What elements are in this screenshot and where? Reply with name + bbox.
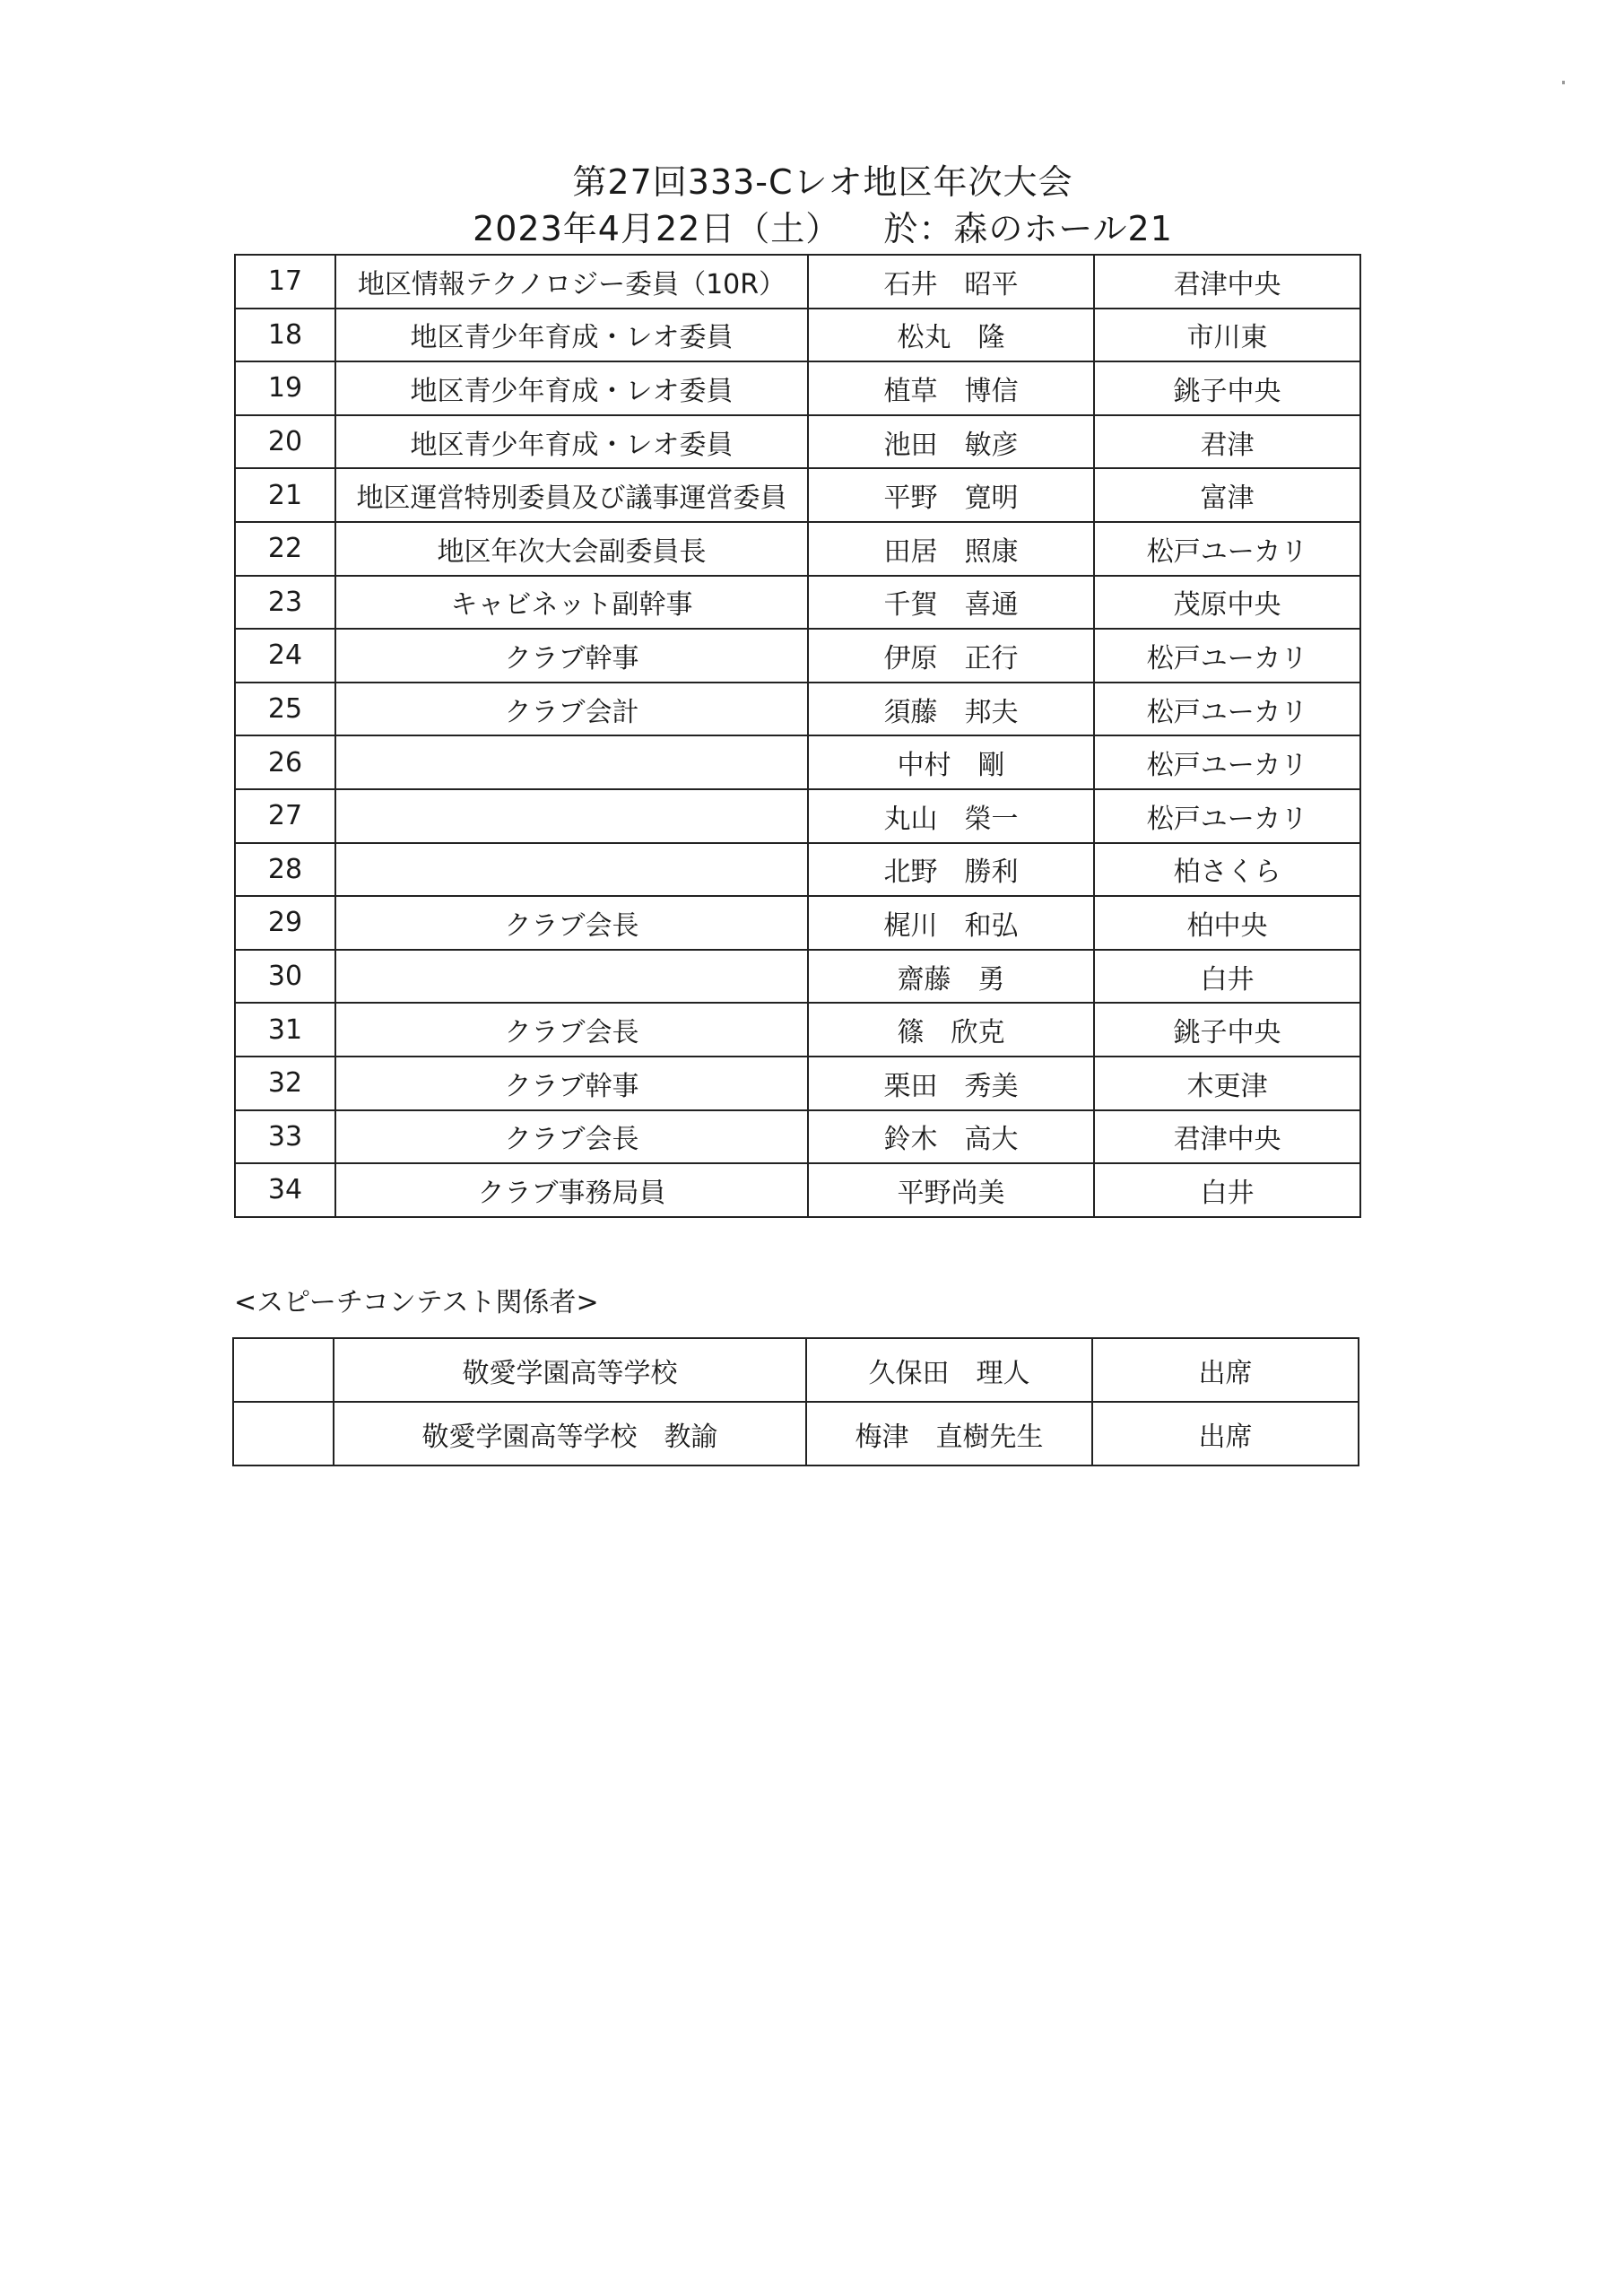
club-cell: 銚子中央 (1094, 1003, 1360, 1057)
club-cell: 柏さくら (1094, 843, 1360, 897)
name-cell: 梶川 和弘 (808, 896, 1094, 950)
row-number-cell: 20 (235, 415, 335, 469)
role-cell (335, 789, 808, 843)
role-cell: クラブ会計 (335, 683, 808, 736)
table-row (235, 789, 1360, 843)
name-cell: 田居 照康 (808, 522, 1094, 576)
name-cell: 須藤 邦夫 (808, 683, 1094, 736)
page-subtitle (11, 206, 1624, 251)
table-row (235, 896, 1360, 950)
row-number-cell: 31 (235, 1003, 335, 1057)
club-cell: 松戸ユーカリ (1094, 683, 1360, 736)
event-venue: 於：森のホール21 (883, 209, 1173, 248)
table-row (235, 309, 1360, 362)
club-cell: 松戸ユーカリ (1094, 522, 1360, 576)
row-number-cell: 19 (235, 361, 335, 415)
role-cell: 地区情報テクノロジー委員（10R） (335, 255, 808, 309)
name-cell: 久保田 理人 (806, 1338, 1092, 1402)
row-number-cell: 29 (235, 896, 335, 950)
row-number-cell: 33 (235, 1110, 335, 1164)
row-number-cell (233, 1338, 334, 1402)
name-cell: 梅津 直樹先生 (806, 1402, 1092, 1465)
speech-contest-table-body (233, 1338, 1359, 1465)
club-cell: 君津中央 (1094, 255, 1360, 309)
name-cell: 篠 欣克 (808, 1003, 1094, 1057)
row-number-cell: 27 (235, 789, 335, 843)
club-cell: 茂原中央 (1094, 576, 1360, 630)
page-title: 第27回333-Cレオ地区年次大会 (572, 162, 1073, 202)
role-cell: 地区青少年育成・レオ委員 (335, 415, 808, 469)
role-cell: クラブ会長 (335, 1003, 808, 1057)
row-number-cell: 25 (235, 683, 335, 736)
row-number-cell: 26 (235, 735, 335, 789)
scan-speck (1562, 81, 1565, 84)
role-cell: 地区運営特別委員及び議事運営委員 (335, 468, 808, 522)
role-cell (335, 735, 808, 789)
organization-cell: 敬愛学園高等学校 (334, 1338, 806, 1402)
name-cell: 齋藤 勇 (808, 950, 1094, 1004)
name-cell: 平野尚美 (808, 1163, 1094, 1217)
table-row (233, 1338, 1359, 1402)
organization-cell: 敬愛学園高等学校 教諭 (334, 1402, 806, 1465)
name-cell: 松丸 隆 (808, 309, 1094, 362)
name-cell: 平野 寛明 (808, 468, 1094, 522)
status-cell: 出席 (1092, 1338, 1359, 1402)
role-cell: クラブ事務局員 (335, 1163, 808, 1217)
name-cell: 千賀 喜通 (808, 576, 1094, 630)
name-cell: 伊原 正行 (808, 629, 1094, 683)
table-row (235, 1003, 1360, 1057)
name-cell: 植草 博信 (808, 361, 1094, 415)
table-row (233, 1402, 1359, 1465)
club-cell: 松戸ユーカリ (1094, 735, 1360, 789)
table-row (235, 255, 1360, 309)
row-number-cell: 22 (235, 522, 335, 576)
table-row (235, 468, 1360, 522)
club-cell: 木更津 (1094, 1057, 1360, 1110)
table-row (235, 361, 1360, 415)
role-cell: クラブ会長 (335, 896, 808, 950)
name-cell: 丸山 榮一 (808, 789, 1094, 843)
table-row (235, 843, 1360, 897)
row-number-cell: 21 (235, 468, 335, 522)
speech-contest-table (232, 1337, 1359, 1466)
row-number-cell: 34 (235, 1163, 335, 1217)
table-row (235, 576, 1360, 630)
table-row (235, 1110, 1360, 1164)
role-cell: クラブ幹事 (335, 1057, 808, 1110)
club-cell: 市川東 (1094, 309, 1360, 362)
role-cell: クラブ会長 (335, 1110, 808, 1164)
row-number-cell: 18 (235, 309, 335, 362)
club-cell: 銚子中央 (1094, 361, 1360, 415)
club-cell: 松戸ユーカリ (1094, 789, 1360, 843)
table-row (235, 629, 1360, 683)
role-cell: クラブ幹事 (335, 629, 808, 683)
event-date: 2023年4月22日（土） (473, 209, 841, 248)
speech-contest-label: <スピーチコンテスト関係者> (234, 1287, 599, 1318)
role-cell: 地区年次大会副委員長 (335, 522, 808, 576)
club-cell: 富津 (1094, 468, 1360, 522)
club-cell: 君津 (1094, 415, 1360, 469)
role-cell (335, 843, 808, 897)
table-row (235, 522, 1360, 576)
attendee-table (234, 254, 1361, 1218)
club-cell: 君津中央 (1094, 1110, 1360, 1164)
club-cell: 柏中央 (1094, 896, 1360, 950)
attendee-table-body (235, 255, 1360, 1217)
name-cell: 栗田 秀美 (808, 1057, 1094, 1110)
club-cell: 白井 (1094, 1163, 1360, 1217)
row-number-cell: 23 (235, 576, 335, 630)
club-cell: 松戸ユーカリ (1094, 629, 1360, 683)
name-cell: 北野 勝利 (808, 843, 1094, 897)
status-cell: 出席 (1092, 1402, 1359, 1465)
table-row (235, 1057, 1360, 1110)
role-cell (335, 950, 808, 1004)
row-number-cell: 17 (235, 255, 335, 309)
row-number-cell (233, 1402, 334, 1465)
row-number-cell: 32 (235, 1057, 335, 1110)
row-number-cell: 28 (235, 843, 335, 897)
name-cell: 池田 敏彦 (808, 415, 1094, 469)
row-number-cell: 24 (235, 629, 335, 683)
name-cell: 鈴木 高大 (808, 1110, 1094, 1164)
table-row (235, 683, 1360, 736)
table-row (235, 735, 1360, 789)
table-row (235, 415, 1360, 469)
role-cell: キャビネット副幹事 (335, 576, 808, 630)
table-row (235, 950, 1360, 1004)
role-cell: 地区青少年育成・レオ委員 (335, 361, 808, 415)
name-cell: 中村 剛 (808, 735, 1094, 789)
table-row (235, 1163, 1360, 1217)
club-cell: 白井 (1094, 950, 1360, 1004)
name-cell: 石井 昭平 (808, 255, 1094, 309)
row-number-cell: 30 (235, 950, 335, 1004)
role-cell: 地区青少年育成・レオ委員 (335, 309, 808, 362)
